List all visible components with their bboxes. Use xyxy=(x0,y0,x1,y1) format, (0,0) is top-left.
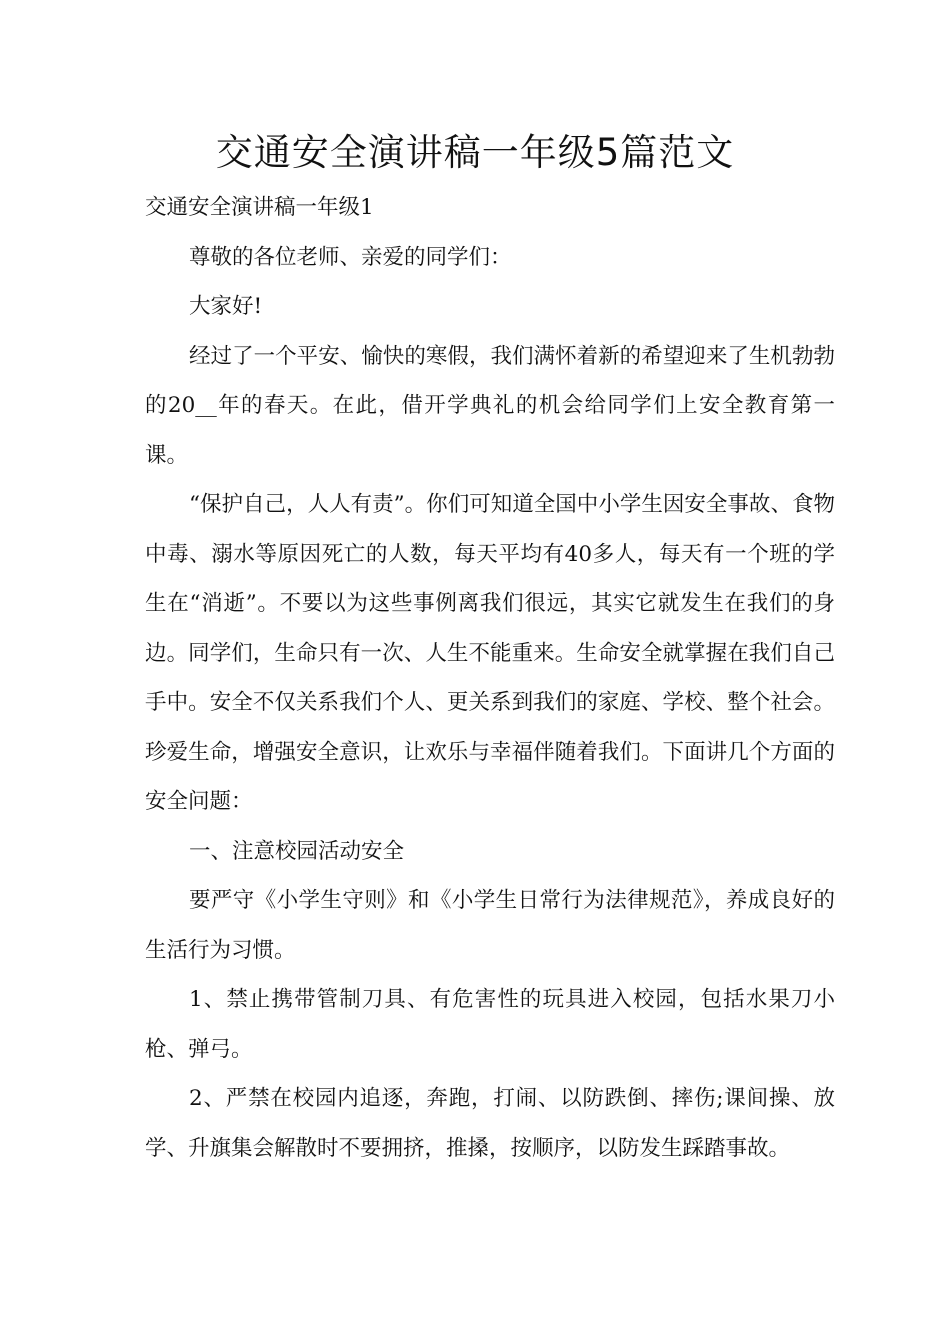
section-heading-campus-safety: 一、注意校园活动安全 xyxy=(189,838,405,864)
paragraph-greeting-audience: 尊敬的各位老师、亲爱的同学们： xyxy=(189,244,512,270)
paragraph-intro: 经过了一个平安、愉快的寒假，我们满怀着新的希望迎来了生机勃勃的20__年的春天。在此，借开学典礼的机会给同学们上安全教育第一课。 xyxy=(145,343,835,468)
paragraph-rules: 要严守《小学生守则》和《小学生日常行为法律规范》，养成良好的生活行为习惯。 xyxy=(145,888,835,963)
list-item-1: 1、禁止携带管制刀具、有危害性的玩具进入校园，包括水果刀小枪、弹弓。 xyxy=(145,987,835,1062)
paragraph-hello: 大家好! xyxy=(189,294,263,319)
document-title: 交通安全演讲稿一年级5篇范文 xyxy=(215,131,735,174)
document-body xyxy=(145,183,835,1173)
paragraph-safety-importance: “保护自己，人人有责”。你们可知道全国中小学生因安全事故、食物中毒、溺水等原因死亡的人数，每天平均有40多人，每天有一个班的学生在“消逝”。不要以为这些事例离我们很远，其实它就发生在我们的身边。同学们，生命只有一次、人生不能重来。生命安全就掌握在我们自己手中。安全不仅关系我们个人、更关系到我们的家庭、学校、整个社会。珍爱生命，增强安全意识，让欢乐与幸福伴随着我们。下面讲几个方面的安全问题： xyxy=(145,492,835,814)
list-item-2: 2、严禁在校园内追逐，奔跑，打闹、以防跌倒、摔伤;课间操、放学、升旗集会解散时不要拥挤，推搡，按顺序，以防发生踩踏事故。 xyxy=(145,1086,835,1161)
section-subtitle: 交通安全演讲稿一年级1 xyxy=(145,195,374,220)
